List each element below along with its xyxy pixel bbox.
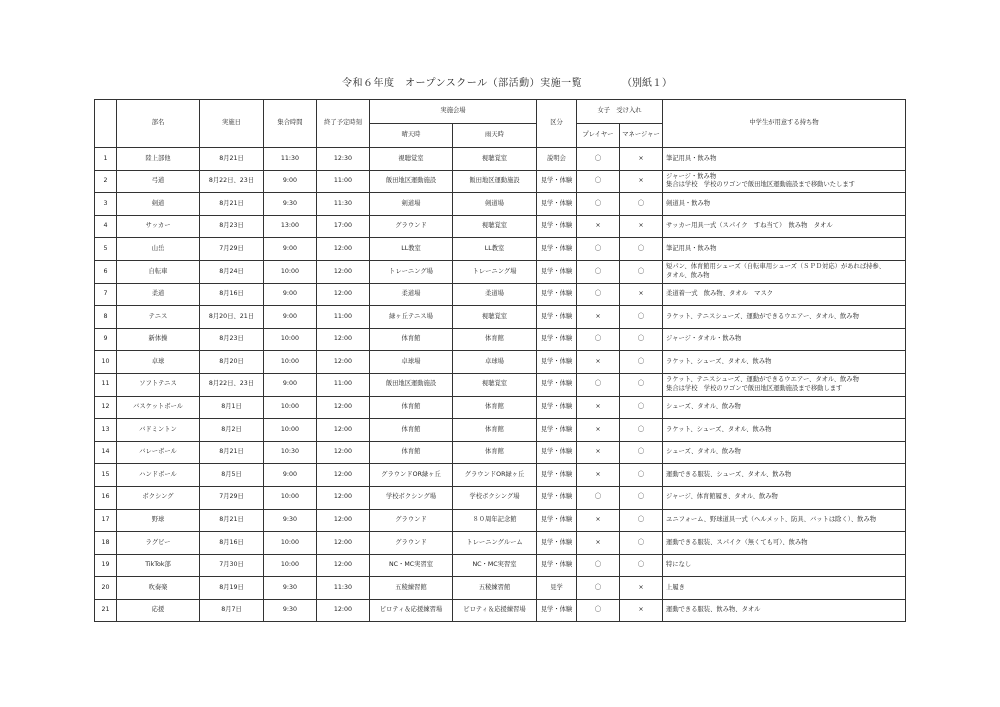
date-cell: 8月22日、23日 bbox=[200, 170, 264, 193]
gather-time-cell: 9:30 bbox=[264, 577, 317, 600]
venue-rain-cell: 剣道場 bbox=[453, 193, 537, 216]
gather-time-cell: 13:00 bbox=[264, 215, 317, 238]
items-line: 特になし bbox=[666, 561, 692, 569]
date-cell: 8月21日 bbox=[200, 193, 264, 216]
table-row bbox=[95, 599, 906, 622]
player-cell: 〇 bbox=[577, 193, 620, 216]
club-name: ハンドボール bbox=[117, 464, 200, 487]
club-name: TikTok部 bbox=[117, 554, 200, 577]
type-cell: 見学・体験 bbox=[537, 509, 577, 532]
type-cell: 見学・体験 bbox=[537, 396, 577, 419]
table-row bbox=[95, 373, 906, 396]
venue-fine-cell: NC・MC実習室 bbox=[370, 554, 453, 577]
row-number: 11 bbox=[95, 373, 117, 396]
type-cell: 見学・体験 bbox=[537, 599, 577, 622]
club-name: バスケットボール bbox=[117, 396, 200, 419]
row-number: 13 bbox=[95, 419, 117, 442]
venue-rain-cell: 五稜練習館 bbox=[453, 577, 537, 600]
venue-rain-cell: 学校ボクシング場 bbox=[453, 486, 537, 509]
player-cell: 〇 bbox=[577, 328, 620, 351]
gather-time-cell: 11:30 bbox=[264, 148, 317, 171]
table-row bbox=[95, 328, 906, 351]
venue-rain-cell: 視聴覚室 bbox=[453, 148, 537, 171]
venue-fine-cell: 体育館 bbox=[370, 396, 453, 419]
date-cell: 7月29日 bbox=[200, 238, 264, 261]
type-cell: 見学・体験 bbox=[537, 419, 577, 442]
venue-rain-cell: 飯田地区運動施設 bbox=[453, 170, 537, 193]
items-line: ユニフォーム、野球道具一式（ヘルメット、防具、バットは除く）、飲み物 bbox=[666, 516, 877, 524]
manager-cell: 〇 bbox=[620, 419, 663, 442]
end-time-cell: 11:00 bbox=[317, 170, 370, 193]
player-cell: 〇 bbox=[577, 599, 620, 622]
items-line: ジャージ・タオル・飲み物 bbox=[666, 335, 742, 343]
header-end-time: 終了予定時刻 bbox=[317, 100, 370, 148]
row-number: 16 bbox=[95, 486, 117, 509]
end-time-cell: 12:00 bbox=[317, 283, 370, 306]
row-number: 15 bbox=[95, 464, 117, 487]
gather-time-cell: 10:30 bbox=[264, 441, 317, 464]
end-time-cell: 12:00 bbox=[317, 328, 370, 351]
venue-fine-cell: グラウンド bbox=[370, 215, 453, 238]
club-name: 卓球 bbox=[117, 351, 200, 374]
table-row bbox=[95, 306, 906, 329]
type-cell: 見学・体験 bbox=[537, 351, 577, 374]
header-date: 実施日 bbox=[200, 100, 264, 148]
header-gather-time: 集合時間 bbox=[264, 100, 317, 148]
row-number: 5 bbox=[95, 238, 117, 261]
manager-cell: 〇 bbox=[620, 486, 663, 509]
manager-cell: 〇 bbox=[620, 464, 663, 487]
venue-fine-cell: 飯田地区運動施設 bbox=[370, 373, 453, 396]
table-row bbox=[95, 419, 906, 442]
table-row bbox=[95, 260, 906, 283]
date-cell: 8月23日 bbox=[200, 215, 264, 238]
header-club: 部名 bbox=[117, 100, 200, 148]
items-line: ジャージ、体育館履き、タオル、飲み物 bbox=[666, 493, 778, 501]
club-name: バドミントン bbox=[117, 419, 200, 442]
club-name: 柔道 bbox=[117, 283, 200, 306]
venue-fine-cell: 卓球場 bbox=[370, 351, 453, 374]
club-name: 剣道 bbox=[117, 193, 200, 216]
items-line: 運動できる服装、シューズ、タオル、飲み物 bbox=[666, 470, 792, 478]
table-row bbox=[95, 215, 906, 238]
items-line: 集合は学校 学校のワゴンで飯田地区運動施設まで移動いたします bbox=[666, 181, 855, 189]
header-type: 区分 bbox=[537, 100, 577, 148]
table-row bbox=[95, 238, 906, 261]
manager-cell: 〇 bbox=[620, 509, 663, 532]
venue-rain-cell: LL教室 bbox=[453, 238, 537, 261]
type-cell: 見学・体験 bbox=[537, 215, 577, 238]
manager-cell: × bbox=[620, 283, 663, 306]
player-cell: × bbox=[577, 396, 620, 419]
header-girls: 女子 受け入れ bbox=[577, 100, 663, 124]
row-number: 2 bbox=[95, 170, 117, 193]
gather-time-cell: 10:00 bbox=[264, 419, 317, 442]
items-line: 集合は学校 学校のワゴンで飯田地区運動施設まで移動します bbox=[666, 384, 843, 392]
items-cell bbox=[663, 373, 906, 396]
items-cell bbox=[663, 193, 906, 216]
items-cell bbox=[663, 351, 906, 374]
date-cell: 8月21日 bbox=[200, 441, 264, 464]
date-cell: 8月1日 bbox=[200, 396, 264, 419]
manager-cell: 〇 bbox=[620, 351, 663, 374]
player-cell: × bbox=[577, 532, 620, 555]
manager-cell: 〇 bbox=[620, 373, 663, 396]
player-cell: 〇 bbox=[577, 577, 620, 600]
gather-time-cell: 9:00 bbox=[264, 170, 317, 193]
venue-rain-cell: NC・MC実習室 bbox=[453, 554, 537, 577]
table-row bbox=[95, 554, 906, 577]
items-cell bbox=[663, 486, 906, 509]
manager-cell: × bbox=[620, 170, 663, 193]
items-line: 短パン、体育館用シューズ（自転車用シューズ（ＳＰＤ対応）があれば持参、 bbox=[666, 263, 886, 271]
schedule-table bbox=[94, 99, 906, 622]
end-time-cell: 11:30 bbox=[317, 577, 370, 600]
type-cell: 見学・体験 bbox=[537, 306, 577, 329]
manager-cell: 〇 bbox=[620, 260, 663, 283]
club-name: 陸上部他 bbox=[117, 148, 200, 171]
player-cell: 〇 bbox=[577, 148, 620, 171]
gather-time-cell: 10:00 bbox=[264, 351, 317, 374]
player-cell: × bbox=[577, 509, 620, 532]
items-line: ラケット、テニスシューズ、運動ができるウエアー、タオル、飲み物 bbox=[666, 376, 859, 384]
venue-rain-cell: 卓球場 bbox=[453, 351, 537, 374]
gather-time-cell: 10:00 bbox=[264, 554, 317, 577]
row-number: 3 bbox=[95, 193, 117, 216]
items-cell bbox=[663, 577, 906, 600]
header-venue-fine: 晴天時 bbox=[370, 124, 453, 148]
club-name: 吹奏楽 bbox=[117, 577, 200, 600]
items-line: ジャージ・飲み物 bbox=[666, 172, 717, 180]
gather-time-cell: 9:30 bbox=[264, 599, 317, 622]
items-cell bbox=[663, 306, 906, 329]
club-name: ソフトテニス bbox=[117, 373, 200, 396]
manager-cell: 〇 bbox=[620, 193, 663, 216]
items-cell bbox=[663, 554, 906, 577]
items-line: シューズ、タオル、飲み物 bbox=[666, 403, 741, 411]
row-number: 14 bbox=[95, 441, 117, 464]
end-time-cell: 12:00 bbox=[317, 464, 370, 487]
table-row bbox=[95, 577, 906, 600]
player-cell: 〇 bbox=[577, 554, 620, 577]
row-number: 19 bbox=[95, 554, 117, 577]
items-line: ラケット、シューズ、タオル、飲み物 bbox=[666, 357, 772, 365]
items-cell bbox=[663, 599, 906, 622]
venue-rain-cell: トレーニング場 bbox=[453, 260, 537, 283]
gather-time-cell: 9:00 bbox=[264, 283, 317, 306]
type-cell: 見学・体験 bbox=[537, 486, 577, 509]
items-line: 剣道具・飲み物 bbox=[666, 199, 711, 207]
items-line: シューズ、タオル、飲み物 bbox=[666, 448, 741, 456]
date-cell: 8月16日 bbox=[200, 532, 264, 555]
end-time-cell: 12:00 bbox=[317, 509, 370, 532]
end-time-cell: 12:00 bbox=[317, 396, 370, 419]
venue-fine-cell: 柔道場 bbox=[370, 283, 453, 306]
date-cell: 8月19日 bbox=[200, 577, 264, 600]
items-line: サッカー用具一式（スパイク すね当て） 飲み物 タオル bbox=[666, 222, 833, 230]
items-cell bbox=[663, 419, 906, 442]
player-cell: 〇 bbox=[577, 373, 620, 396]
table-row bbox=[95, 464, 906, 487]
gather-time-cell: 10:00 bbox=[264, 486, 317, 509]
venue-rain-cell: 体育館 bbox=[453, 419, 537, 442]
club-name: バレーボール bbox=[117, 441, 200, 464]
manager-cell: 〇 bbox=[620, 396, 663, 419]
end-time-cell: 12:00 bbox=[317, 238, 370, 261]
date-cell: 8月5日 bbox=[200, 464, 264, 487]
type-cell: 見学 bbox=[537, 577, 577, 600]
items-cell bbox=[663, 441, 906, 464]
venue-rain-cell: 視聴覚室 bbox=[453, 373, 537, 396]
manager-cell: × bbox=[620, 215, 663, 238]
club-name: 自転車 bbox=[117, 260, 200, 283]
row-number: 6 bbox=[95, 260, 117, 283]
row-number: 17 bbox=[95, 509, 117, 532]
type-cell: 見学・体験 bbox=[537, 532, 577, 555]
items-line: 筆記用具・飲み物 bbox=[666, 154, 717, 162]
type-cell: 見学・体験 bbox=[537, 238, 577, 261]
venue-fine-cell: 五稜練習館 bbox=[370, 577, 453, 600]
gather-time-cell: 10:00 bbox=[264, 260, 317, 283]
end-time-cell: 11:30 bbox=[317, 193, 370, 216]
type-cell: 見学・体験 bbox=[537, 170, 577, 193]
venue-fine-cell: 飯田地区運動施設 bbox=[370, 170, 453, 193]
manager-cell: 〇 bbox=[620, 532, 663, 555]
type-cell: 見学・体験 bbox=[537, 554, 577, 577]
gather-time-cell: 9:30 bbox=[264, 509, 317, 532]
type-cell: 見学・体験 bbox=[537, 193, 577, 216]
manager-cell: 〇 bbox=[620, 441, 663, 464]
items-line: 運動できる服装、飲み物、タオル bbox=[666, 606, 761, 614]
row-number: 20 bbox=[95, 577, 117, 600]
date-cell: 8月22日、23日 bbox=[200, 373, 264, 396]
venue-rain-cell: 視聴覚室 bbox=[453, 215, 537, 238]
date-cell: 8月21日 bbox=[200, 509, 264, 532]
row-number: 1 bbox=[95, 148, 117, 171]
items-line: 運動できる服装、スパイク（無くても可）、飲み物 bbox=[666, 538, 808, 546]
row-number: 12 bbox=[95, 396, 117, 419]
player-cell: 〇 bbox=[577, 486, 620, 509]
club-name: 野球 bbox=[117, 509, 200, 532]
header-no bbox=[95, 100, 117, 148]
items-cell bbox=[663, 170, 906, 193]
gather-time-cell: 10:00 bbox=[264, 532, 317, 555]
end-time-cell: 12:00 bbox=[317, 260, 370, 283]
venue-fine-cell: 体育館 bbox=[370, 441, 453, 464]
table-row bbox=[95, 148, 906, 171]
end-time-cell: 12:00 bbox=[317, 599, 370, 622]
venue-fine-cell: 体育館 bbox=[370, 419, 453, 442]
gather-time-cell: 9:30 bbox=[264, 193, 317, 216]
date-cell: 8月2日 bbox=[200, 419, 264, 442]
venue-fine-cell: グラウンドOR緑ヶ丘 bbox=[370, 464, 453, 487]
items-line: 柔道着一式 飲み物、タオル マスク bbox=[666, 290, 774, 298]
player-cell: × bbox=[577, 215, 620, 238]
gather-time-cell: 9:00 bbox=[264, 464, 317, 487]
items-cell bbox=[663, 215, 906, 238]
end-time-cell: 12:00 bbox=[317, 419, 370, 442]
items-cell bbox=[663, 328, 906, 351]
gather-time-cell: 9:00 bbox=[264, 238, 317, 261]
items-cell bbox=[663, 260, 906, 283]
date-cell: 8月20日、21日 bbox=[200, 306, 264, 329]
end-time-cell: 12:00 bbox=[317, 554, 370, 577]
items-cell bbox=[663, 238, 906, 261]
items-cell bbox=[663, 148, 906, 171]
items-cell bbox=[663, 509, 906, 532]
header-manager: マネージャー bbox=[620, 124, 663, 148]
date-cell: 8月24日 bbox=[200, 260, 264, 283]
venue-fine-cell: グラウンド bbox=[370, 532, 453, 555]
header-items: 中学生が用意する持ち物 bbox=[663, 100, 906, 148]
manager-cell: 〇 bbox=[620, 306, 663, 329]
venue-fine-cell: 学校ボクシング場 bbox=[370, 486, 453, 509]
items-line: ラケット、テニスシューズ、運動ができるウエアー、タオル、飲み物 bbox=[666, 312, 859, 320]
row-number: 7 bbox=[95, 283, 117, 306]
end-time-cell: 12:00 bbox=[317, 441, 370, 464]
gather-time-cell: 10:00 bbox=[264, 328, 317, 351]
table-row bbox=[95, 396, 906, 419]
club-name: ボクシング bbox=[117, 486, 200, 509]
items-cell bbox=[663, 396, 906, 419]
venue-rain-cell: グラウンドOR緑ヶ丘 bbox=[453, 464, 537, 487]
venue-fine-cell: 体育館 bbox=[370, 328, 453, 351]
table-row bbox=[95, 193, 906, 216]
header-venue-rain: 雨天時 bbox=[453, 124, 537, 148]
gather-time-cell: 10:00 bbox=[264, 396, 317, 419]
date-cell: 8月23日 bbox=[200, 328, 264, 351]
items-line: 上履き bbox=[666, 583, 685, 591]
type-cell: 見学・体験 bbox=[537, 464, 577, 487]
gather-time-cell: 9:00 bbox=[264, 306, 317, 329]
club-name: 新体操 bbox=[117, 328, 200, 351]
manager-cell: 〇 bbox=[620, 554, 663, 577]
date-cell: 8月21日 bbox=[200, 148, 264, 171]
end-time-cell: 11:00 bbox=[317, 373, 370, 396]
annex-label: （別紙１） bbox=[622, 78, 672, 89]
venue-fine-cell: LL教室 bbox=[370, 238, 453, 261]
manager-cell: × bbox=[620, 599, 663, 622]
row-number: 21 bbox=[95, 599, 117, 622]
club-name: サッカー bbox=[117, 215, 200, 238]
end-time-cell: 12:00 bbox=[317, 351, 370, 374]
player-cell: × bbox=[577, 441, 620, 464]
items-line: タオル、飲み物 bbox=[666, 271, 710, 279]
player-cell: × bbox=[577, 351, 620, 374]
type-cell: 説明会 bbox=[537, 148, 577, 171]
table-row bbox=[95, 441, 906, 464]
end-time-cell: 12:00 bbox=[317, 532, 370, 555]
player-cell: 〇 bbox=[577, 238, 620, 261]
venue-rain-cell: ８０周年記念館 bbox=[453, 509, 537, 532]
manager-cell: × bbox=[620, 148, 663, 171]
date-cell: 8月7日 bbox=[200, 599, 264, 622]
club-name: 応援 bbox=[117, 599, 200, 622]
player-cell: × bbox=[577, 464, 620, 487]
player-cell: × bbox=[577, 306, 620, 329]
end-time-cell: 12:00 bbox=[317, 486, 370, 509]
row-number: 4 bbox=[95, 215, 117, 238]
row-number: 10 bbox=[95, 351, 117, 374]
row-number: 9 bbox=[95, 328, 117, 351]
end-time-cell: 12:30 bbox=[317, 148, 370, 171]
end-time-cell: 17:00 bbox=[317, 215, 370, 238]
type-cell: 見学・体験 bbox=[537, 260, 577, 283]
type-cell: 見学・体験 bbox=[537, 441, 577, 464]
venue-fine-cell: 緑ヶ丘テニス場 bbox=[370, 306, 453, 329]
table-row bbox=[95, 509, 906, 532]
row-number: 8 bbox=[95, 306, 117, 329]
items-cell bbox=[663, 532, 906, 555]
venue-fine-cell: 視聴覚室 bbox=[370, 148, 453, 171]
player-cell: 〇 bbox=[577, 170, 620, 193]
items-line: ラケット、シューズ、タオル、飲み物 bbox=[666, 425, 772, 433]
table-row bbox=[95, 532, 906, 555]
venue-fine-cell: 剣道場 bbox=[370, 193, 453, 216]
table-row bbox=[95, 170, 906, 193]
player-cell: 〇 bbox=[577, 283, 620, 306]
gather-time-cell: 9:00 bbox=[264, 373, 317, 396]
table-row bbox=[95, 283, 906, 306]
club-name: ラグビー bbox=[117, 532, 200, 555]
manager-cell: × bbox=[620, 577, 663, 600]
manager-cell: 〇 bbox=[620, 238, 663, 261]
date-cell: 8月16日 bbox=[200, 283, 264, 306]
club-name: テニス bbox=[117, 306, 200, 329]
venue-fine-cell: ピロティ＆応援練習場 bbox=[370, 599, 453, 622]
items-cell bbox=[663, 464, 906, 487]
type-cell: 見学・体験 bbox=[537, 373, 577, 396]
row-number: 18 bbox=[95, 532, 117, 555]
club-name: 山岳 bbox=[117, 238, 200, 261]
player-cell: 〇 bbox=[577, 260, 620, 283]
manager-cell: 〇 bbox=[620, 328, 663, 351]
items-line: 筆記用具・飲み物 bbox=[666, 244, 717, 252]
venue-rain-cell: 体育館 bbox=[453, 328, 537, 351]
items-cell bbox=[663, 283, 906, 306]
venue-fine-cell: グラウンド bbox=[370, 509, 453, 532]
date-cell: 7月30日 bbox=[200, 554, 264, 577]
venue-rain-cell: 体育館 bbox=[453, 441, 537, 464]
type-cell: 見学・体験 bbox=[537, 283, 577, 306]
venue-rain-cell: 視聴覚室 bbox=[453, 306, 537, 329]
header-venue: 実施会場 bbox=[370, 100, 537, 124]
header-player: プレイヤー bbox=[577, 124, 620, 148]
date-cell: 7月29日 bbox=[200, 486, 264, 509]
page-title: 令和６年度 オープンスクール（部活動）実施一覧 bbox=[342, 78, 583, 89]
player-cell: × bbox=[577, 419, 620, 442]
end-time-cell: 11:00 bbox=[317, 306, 370, 329]
venue-rain-cell: ピロティ＆応援練習場 bbox=[453, 599, 537, 622]
venue-rain-cell: トレーニングルーム bbox=[453, 532, 537, 555]
venue-rain-cell: 柔道場 bbox=[453, 283, 537, 306]
table-row bbox=[95, 351, 906, 374]
venue-fine-cell: トレーニング場 bbox=[370, 260, 453, 283]
type-cell: 見学・体験 bbox=[537, 328, 577, 351]
club-name: 弓道 bbox=[117, 170, 200, 193]
date-cell: 8月20日 bbox=[200, 351, 264, 374]
table-row bbox=[95, 486, 906, 509]
venue-rain-cell: 体育館 bbox=[453, 396, 537, 419]
